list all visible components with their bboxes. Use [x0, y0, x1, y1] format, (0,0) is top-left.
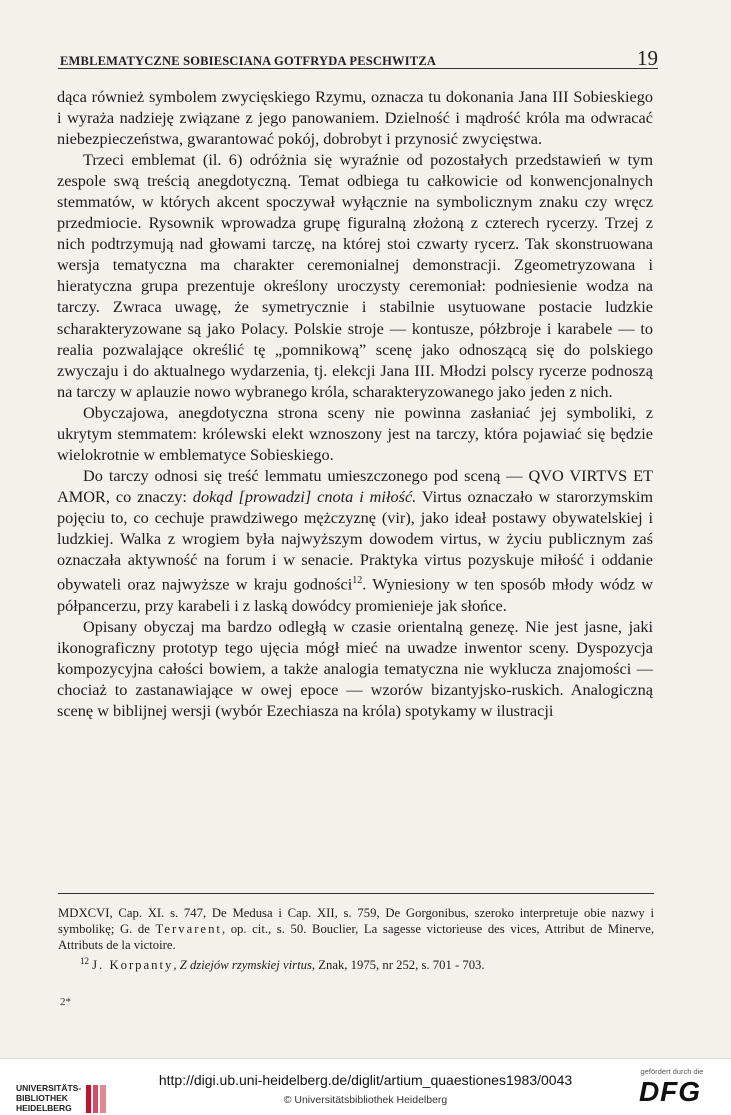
paragraph-4-part-b: Virtus oznaczało w starorzymskim pojęciu to, co cechuje prawdziwego mężczyznę (vir), jako ideał postawy obywatelskiej i ludzkiej. Walka z wrogiem była najwyższym dowodem virtus, w życiu publicznym zaś oznaczała aktywność na forum i w senacie. Praktyka virtus pozyskuje miłość i oddanie obywateli oraz najwyższe w kraju godności	[57, 486, 654, 594]
permalink-url[interactable]: http://digi.ub.uni-heidelberg.de/diglit/artium_quaestiones1983/0043	[158, 1072, 573, 1088]
library-name	[16, 1083, 81, 1113]
footnote-author-spaced: Tervarent	[155, 922, 222, 936]
footnote-rule	[58, 893, 654, 894]
footnote-12-title: Z dziejów rzymskiej virtus	[179, 958, 312, 973]
footnote-12-rest: , Znak, 1975, nr 252, s. 701 - 703.	[311, 958, 485, 973]
page-number: 19	[637, 46, 658, 70]
body-text	[57, 86, 653, 721]
footnote-12-number: 12	[80, 956, 89, 966]
running-title: EMBLEMATYCZNE SOBIESCIANA GOTFRYDA PESCHWITZA	[60, 54, 437, 68]
library-name-line-3: HEIDELBERG	[16, 1103, 72, 1113]
sheet-signature: 2*	[60, 996, 71, 1008]
paragraph-3: Obyczajowa, anegdotyczna strona sceny nie powinna zasłaniać jej symboliki, z ukrytym stemmatem: królewski elekt wznoszony jest na tarczy, która pojawiać się będzie wielokrotnie w emblematyce Sobieskiego.	[57, 402, 653, 464]
library-name-line-2: BIBLIOTHEK	[16, 1093, 68, 1103]
viewer-footer	[0, 1058, 731, 1115]
paragraph-4	[57, 465, 653, 616]
footnote-continued	[58, 905, 654, 953]
footnotes	[58, 905, 654, 973]
paragraph-5: Opisany obyczaj ma bardzo odległą w czasie orientalną genezę. Nie jest jasne, jaki ikonograficzny prototyp tego ujęcia mógł mieć na uwadze inwentor sceny. Dyspozycja kompozycyjna całości bowiem, a także analogia tematyczna nie wyklucza znajomości — chociaż to zastanawiające w owej epoce — wzorów bizantyjsko-ruskich. Analogiczną scenę w biblijnej wersji (wybór Ezechiasza na króla) spotykamy w ilustracji	[57, 616, 653, 720]
footnote-12: $^{12}$ J. Korpanty, Z dziejów rzymskiej virtus, Znak, 1975, nr 252, s. 701 - 703.	[80, 956, 485, 973]
copyright-notice: © Universitätsbibliothek Heidelberg	[283, 1094, 448, 1106]
university-library-logo[interactable]	[8, 1071, 104, 1111]
footnote-continued-part-a: MDXCVI, Cap. XI. s. 747, De Medusa i Cap. XII, s. 759, De Gorgonibus, szeroko interpretuje obie nazwy i symbolikę; G. de	[58, 906, 654, 936]
paragraph-1: dąca również symbolem zwycięskiego Rzymu, oznacza tu dokonania Jana III Sobieskiego i wyraża nadzieję związane z jego panowaniem. Dzielność i mądrość króla ma odwracać niebezpieczeństwa, gwarantować pokój, dobrobyt i przynosić zwycięstwa.	[57, 87, 653, 149]
lemma-translation: dokąd [prowadzi] cnota i miłość.	[192, 486, 417, 506]
paragraph-4-part-c: . Wyniesiony w ten sposób młody wódz w półpancerzu, przy karabeli i z laską dowódcy promienieje jak słońce.	[57, 574, 653, 615]
library-emblem-icon	[84, 1083, 108, 1115]
footnote-ref-12[interactable]: 12	[352, 575, 363, 587]
funding-note: gefördert durch die	[640, 1067, 704, 1076]
paragraph-4-part-a: Do tarczy odnosi się treść lemmatu umieszczonego pod sceną — QVO VIRTVS ET AMOR, co znaczy:	[57, 465, 653, 506]
footnote-12-author: J. Korpanty	[92, 958, 174, 973]
library-name-line-1: UNIVERSITÄTS-	[16, 1083, 82, 1093]
footnote-continued-part-b: , op. cit., s. 50. Bouclier, La sagesse victorieuse des vices, Attribut de Minerve, Attributs de la victoire.	[58, 922, 654, 952]
paragraph-2: Trzeci emblemat (il. 6) odróżnia się wyraźnie od pozostałych przedstawień w tym zespole swą treścią anegdotyczną. Temat odbiega tu całkowicie od konwencjonalnych stemmatów, w których akcent spoczywał wyłącznie na symbolicznym znaku czy wręcz przedmiocie. Rysownik wprowadza grupę figuralną złożoną z czterech rycerzy. Trzej z nich podtrzymują nad głowami tarczę, na której stoi czwarty rycerz. Tak skonstruowana wersja tematyczna ma charakter ceremonialnej demonstracji. Zgeometryzowana i hieratyczna grupa prezentuje określony uroczysty ceremoniał: podniesienie wodza na tarczy. Zwraca uwagę, że symetrycznie i stabilnie usytuowane postacie ludzkie scharakteryzowane są jako Polacy. Polskie stroje — kontusze, półzbroje i karabele — to realia pozwalające określić tę „pomnikową” scenę jako odnoszącą się do polskiego zwyczaju i do aktualnego wydarzenia, tj. elekcji Jana III. Młodzi polscy rycerze podnoszą na tarczy w aplauzie nowo wybranego króla, scharakteryzowanego jako jeden z nich.	[57, 150, 653, 401]
header-rule	[58, 68, 658, 69]
dfg-logo[interactable]: DFG	[638, 1076, 702, 1107]
